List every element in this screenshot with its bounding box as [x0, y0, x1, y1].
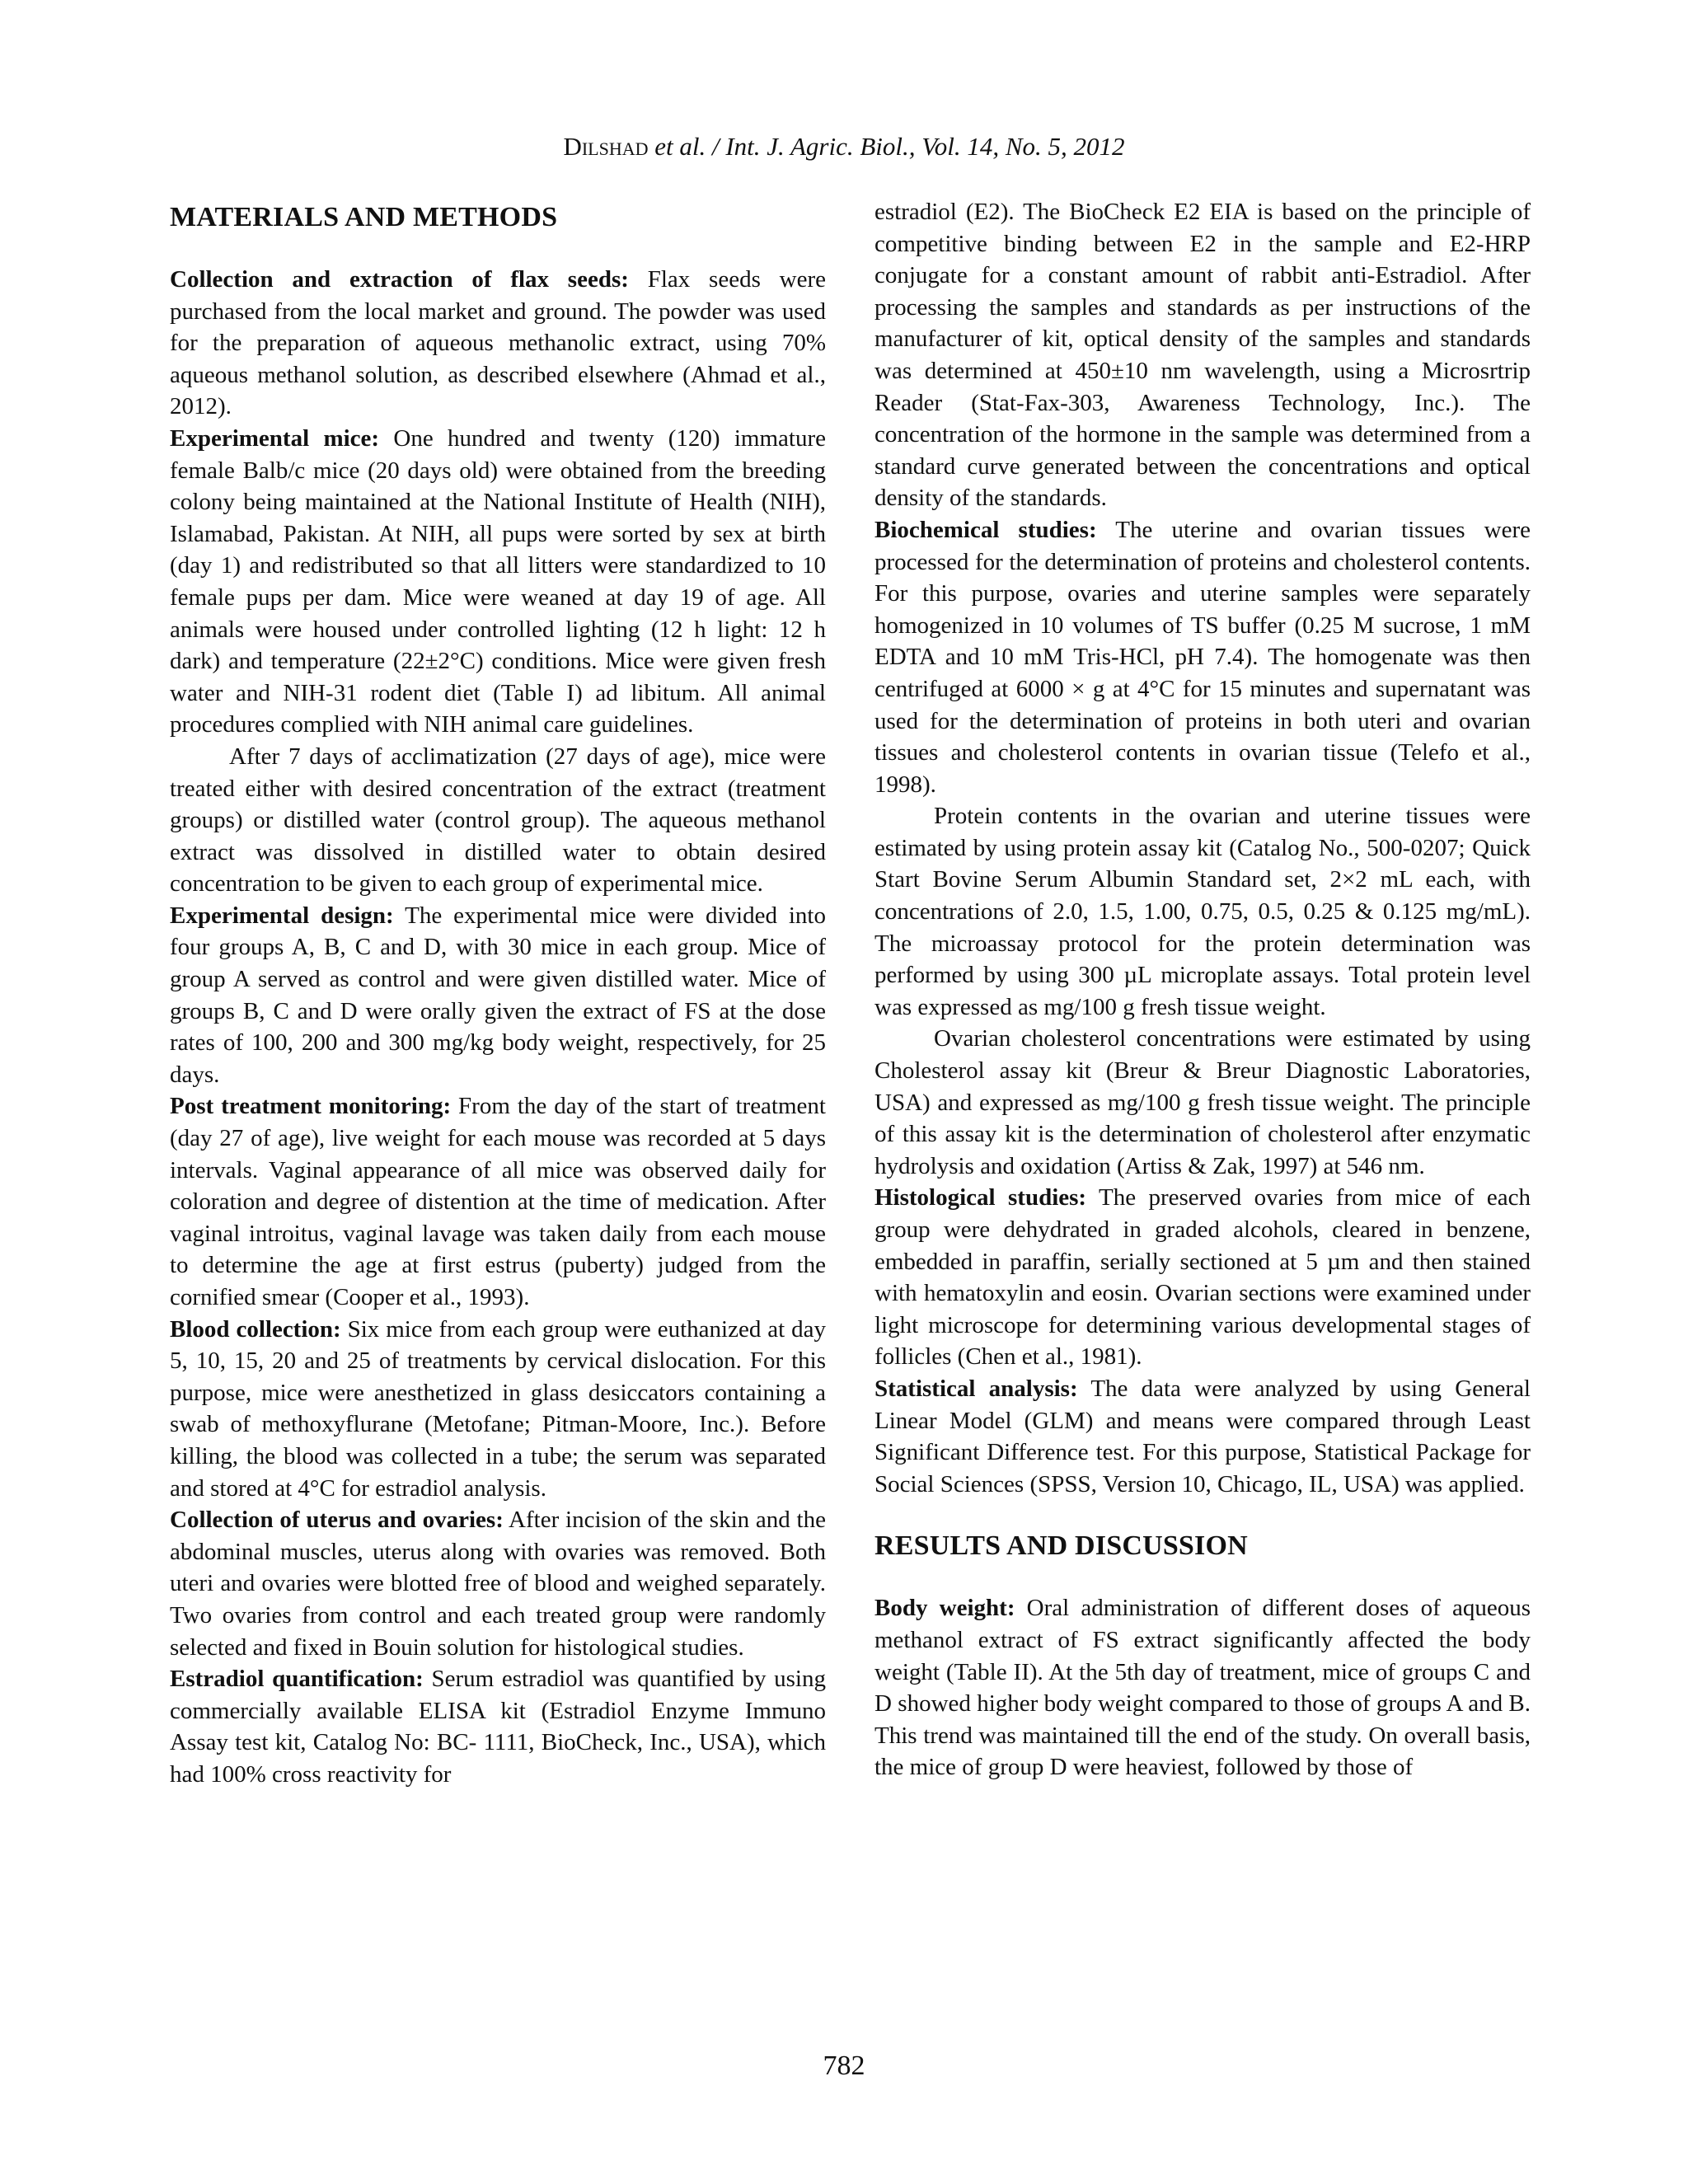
paragraph-acclimatization: After 7 days of acclimatization (27 days of age), mice were treated either with desired concentration of the extract (treatment groups) or distilled water (control group). The aqueous methanol extract was dissolved in distilled water to obtain desired concentration to be given to each group of experimental mice.	[170, 743, 826, 898]
paragraph-experimental-mice	[170, 423, 826, 741]
paragraph-text: The preserved ovaries from mice of each group were dehydrated in graded alcohols, cleared in benzene, embedded in paraffin, serially sectioned at 5 µm and then stained with hematoxylin and eosin. Ovarian sections were examined under light microscope for determining various developmental stages of follicles (Chen et al., 1981).	[874, 1184, 1531, 1371]
paragraph-uterus-ovaries	[170, 1504, 826, 1663]
paragraph-lead: Collection of uterus and ovaries:	[170, 1507, 504, 1534]
page-number: 782	[823, 2050, 865, 2081]
paragraph-text: Serum estradiol was quantified by using commercially available ELISA kit (Estradiol Enzyme Immuno Assay test kit, Catalog No: BC- 1111, BioCheck, Inc., USA), which had 100% cross reactivity for	[170, 1666, 826, 1788]
paragraph-protein: Protein contents in the ovarian and uterine tissues were estimated by using protein assay kit (Catalog No., 500-0207; Quick Start Bovine Serum Albumin Standard set, 2×2 mL each, with concentrations of 2.0, 1.5, 1.00, 0.75, 0.5, 0.25 & 0.125 mg/mL). The microassay protocol for the protein determination was performed by using 300 µL microplate assays. Total protein level was expressed as mg/100 g fresh tissue weight.	[874, 803, 1531, 1020]
paragraph-text: The data were analyzed by using General Linear Model (GLM) and means were compared through Least Significant Difference test. For this purpose, Statistical Package for Social Sciences (SPSS, Version 10, Chicago, IL, USA) was applied.	[874, 1375, 1531, 1497]
paragraph-text: Six mice from each group were euthanized at day 5, 10, 15, 20 and 25 of treatments by cervical dislocation. For this purpose, mice were anesthetized in glass desiccators containing a swab of methoxyflurane (Metofane; Pitman-Moore, Inc.). Before killing, the blood was collected in a tube; the serum was separated and stored at 4°C for estradiol analysis.	[170, 1315, 826, 1502]
running-header	[0, 132, 1688, 162]
paragraph-lead: Blood collection:	[170, 1315, 341, 1343]
paragraph-text: Oral administration of different doses of aqueous methanol extract of FS extract significantly affected the body weight (Table II). At the 5th day of treatment, mice of groups C and D showed higher body weight compared to those of groups A and B. This trend was maintained till the end of the study. On overall basis, the mice of group D were heaviest, followed by those of	[874, 1595, 1531, 1781]
section-heading-materials-methods: MATERIALS AND METHODS	[170, 202, 558, 232]
header-author: Dilshad	[563, 132, 649, 161]
paragraph-text: Flax seeds were purchased from the local market and ground. The powder was used for the preparation of aqueous methanolic extract, using 70% aqueous methanol solution, as described elsewhere (Ahmad et al., 2012).	[170, 266, 826, 420]
paragraph-lead: Post treatment monitoring:	[170, 1093, 452, 1120]
paragraph-lead: Estradiol quantification:	[170, 1666, 424, 1693]
paragraph-estradiol	[170, 1663, 826, 1790]
paragraph-lead: Experimental mice:	[170, 424, 380, 452]
paragraph-text: The uterine and ovarian tissues were processed for the determination of proteins and cholesterol contents. For this purpose, ovaries and uterine samples were separately homogenized in 10 volumes of TS buffer (0.25 M sucrose, 1 mM EDTA and 10 mM Tris-HCl, pH 7.4). The homogenate was then centrifuged at 6000 × g at 4°C for 15 minutes and supernatant was used for the determination of proteins in both uteri and ovarian tissues and cholesterol contents in ovarian tissue (Telefo et al., 1998).	[874, 516, 1531, 798]
paragraph-estradiol-continued: estradiol (E2). The BioCheck E2 EIA is based on the principle of competitive binding between E2 in the sample and E2-HRP conjugate for a constant amount of rabbit anti-Estradiol. After processing the samples and standards as per instructions of the manufacturer of kit, optical density of the samples and standards was determined at 450±10 nm wavelength, using a Microsrtrip Reader (Stat-Fax-303, Awareness Technology, Inc.). The concentration of the hormone in the sample was determined from a standard curve generated between the concentrations and optical density of the standards.	[874, 199, 1531, 512]
paragraph-biochemical	[874, 514, 1531, 800]
paragraph-lead: Histological studies:	[874, 1184, 1087, 1212]
paragraph-text: The experimental mice were divided into four groups A, B, C and D, with 30 mice in each group. Mice of group A served as control and were given distilled water. Mice of groups B, C and D were orally given the extract of FS at the dose rates of 100, 200 and 300 mg/kg body weight, respectively, for 25 days.	[170, 902, 826, 1088]
header-journal: et al. / Int. J. Agric. Biol., Vol. 14, No. 5, 2012	[648, 132, 1125, 161]
paragraph-blood-collection	[170, 1314, 826, 1505]
paragraph-lead: Collection and extraction of flax seeds:	[170, 266, 629, 293]
paragraph-lead: Statistical analysis:	[874, 1375, 1078, 1402]
paragraph-text: From the day of the start of treatment (day 27 of age), live weight for each mouse was recorded at 5 days intervals. Vaginal appearance of all mice was observed daily for coloration and degree of distention at the time of medication. After vaginal introitus, vaginal lavage was taken daily from each mouse to determine the age at first estrus (puberty) judged from the cornified smear (Cooper et al., 1993).	[170, 1093, 826, 1310]
paragraph-lead: Biochemical studies:	[874, 516, 1097, 543]
paragraph-text: One hundred and twenty (120) immature female Balb/c mice (20 days old) were obtained from the breeding colony being maintained at the National Institute of Health (NIH), Islamabad, Pakistan. At NIH, all pups were sorted by sex at birth (day 1) and redistributed so that all litters were standardized to 10 female pups per dam. Mice were weaned at day 19 of age. All animals were housed under controlled lighting (12 h light: 12 h dark) and temperature (22±2°C) conditions. Mice were given fresh water and NIH-31 rodent diet (Table I) ad libitum. All animal procedures complied with NIH animal care guidelines.	[170, 424, 826, 738]
paragraph-lead: Body weight:	[874, 1595, 1015, 1622]
paragraph-statistical	[874, 1373, 1531, 1500]
left-column	[170, 196, 826, 1791]
paragraph-cholesterol: Ovarian cholesterol concentrations were estimated by using Cholesterol assay kit (Breur & Breur Diagnostic Laboratories, USA) and expressed as mg/100 g fresh tissue weight. The principle of this assay kit is the determination of cholesterol after enzymatic hydrolysis and oxidation (Artiss & Zak, 1997) at 546 nm.	[874, 1025, 1531, 1179]
paragraph-collection-extraction	[170, 264, 826, 423]
paragraph-lead: Experimental design:	[170, 902, 394, 929]
paragraph-experimental-design	[170, 900, 826, 1091]
right-column	[874, 196, 1531, 1783]
paragraph-body-weight	[874, 1592, 1531, 1783]
section-heading-results-discussion: RESULTS AND DISCUSSION	[874, 1530, 1248, 1562]
paragraph-post-treatment	[170, 1090, 826, 1313]
paragraph-histological	[874, 1182, 1531, 1373]
paragraph-text: After incision of the skin and the abdominal muscles, uterus along with ovaries was removed. Both uteri and ovaries were blotted free of blood and weighed separately. Two ovaries from control and each treated group were randomly selected and fixed in Bouin solution for histological studies.	[170, 1507, 826, 1661]
